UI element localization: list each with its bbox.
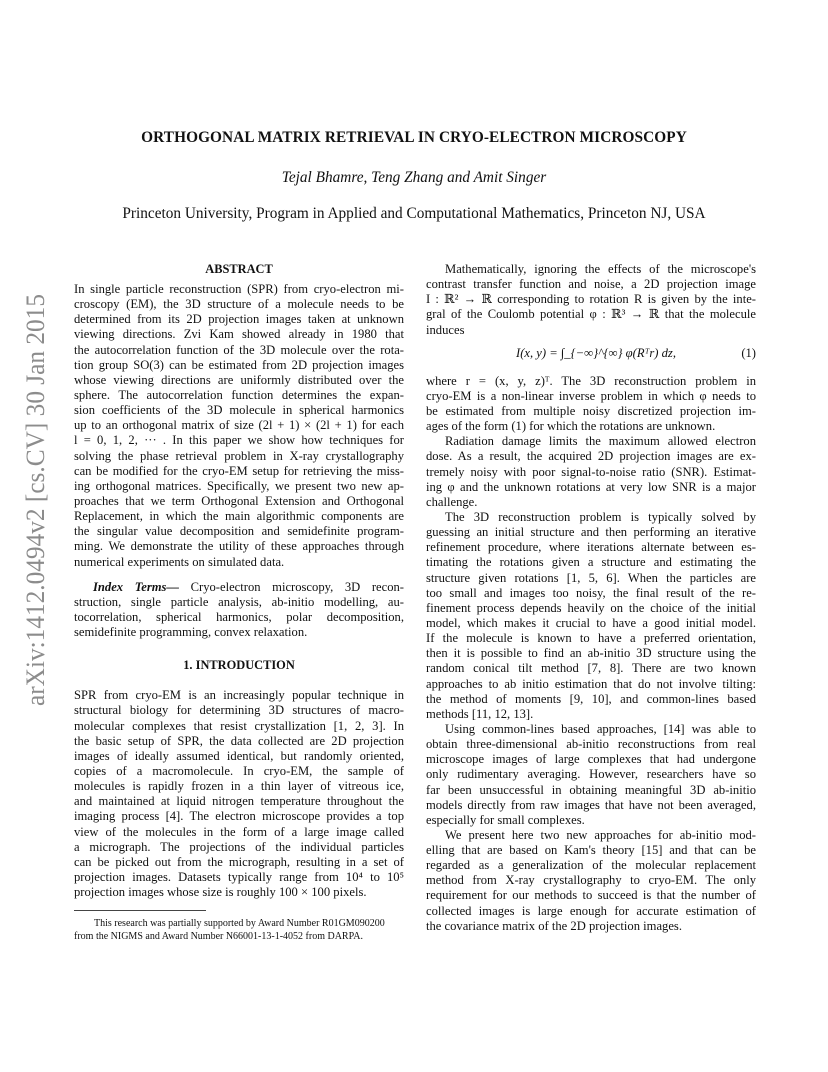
body-line: collected images is large enough for accurate estimation of <box>426 903 756 918</box>
body-line: the covariance matrix of the 2D projection images. <box>426 918 682 933</box>
intro-line: images of ideally assumed identical, but randomly oriented, <box>74 748 404 763</box>
abstract-line: can be modified for the cryo-EM setup for retrieving the miss- <box>74 463 404 478</box>
body-line: dose. As a result, the acquired 2D projection images are ex- <box>426 449 756 464</box>
abstract-line: up to an orthogonal matrix of size (2l + 1) × (2l + 1) for each <box>74 418 404 433</box>
paragraph <box>426 374 756 435</box>
intro-line: the basic setup of SPR, the data collected are 2D projection <box>74 733 404 748</box>
body-line: only rudimentary averaging. However, researchers have so <box>426 767 756 782</box>
abstract-line: croscopy (EM), the 3D structure of a molecule needs to be <box>74 297 404 312</box>
index-terms-line <box>74 580 404 595</box>
abstract-line: solving the phase retrieval problem in X-ray crystallography <box>74 448 404 463</box>
paragraph <box>426 434 756 510</box>
abstract-line: the autocorrelation function of the 3D molecule over the rota- <box>74 342 404 357</box>
intro-line: imaging process [4]. The electron microscope provides a top <box>74 809 404 824</box>
intro-line: view of the molecules in the form of a large image called <box>74 824 404 839</box>
intro-line: molecules is rapidly frozen in a thin layer of vitreous ice, <box>74 779 404 794</box>
body-line: models directly from raw images that have not been averaged, <box>426 797 756 812</box>
index-terms-line: struction, single particle analysis, ab-initio modelling, au- <box>74 594 404 609</box>
body-line: Radiation damage limits the maximum allowed electron <box>445 434 756 449</box>
index-terms-label: Index Terms— <box>93 579 180 594</box>
footnote-rule <box>74 910 206 911</box>
intro-line: and maintained at liquid nitrogen temperature throughout the <box>74 794 404 809</box>
body-line: be estimated from multiple noisy discretized projection im- <box>426 403 756 418</box>
body-line: If the molecule is known to have a preferred orientation, <box>426 631 756 646</box>
body-line: requirement for our methods to succeed is that the number of <box>426 888 756 903</box>
body-line: too small and images too noisy, the final result of the re- <box>426 585 756 600</box>
footnote-line: from the NIGMS and Award Number N66001-13-1-4052 from DARPA. <box>74 931 363 943</box>
body-line: guessing an initial structure and then performing an iterative <box>426 525 756 540</box>
intro-line: can be picked out from the micrograph, resulting in a set of <box>74 854 404 869</box>
index-terms <box>74 580 404 641</box>
body-line: far been unsuccessful in obtaining meaningful 3D ab-initio <box>426 782 756 797</box>
right-column <box>426 262 756 934</box>
body-line: refinement procedure, where iterations alternate between es- <box>426 540 756 555</box>
body-line: structure given rotations [1, 5, 6]. When the particles are <box>426 570 756 585</box>
body-line: Using common-lines based approaches, [14] was able to <box>445 721 756 736</box>
index-terms-text: Cryo-electron microscopy, 3D recon- <box>179 579 404 594</box>
left-column <box>74 262 404 943</box>
paragraph <box>426 828 756 934</box>
footnote-line: This research was partially supported by Award Number R01GM090200 <box>94 918 385 930</box>
body-line: finement process depends heavily on the choice of the initial <box>426 600 756 615</box>
body-line: random conical tilt method [7, 8]. There are two known <box>426 661 756 676</box>
abstract-line: l = 0, 1, 2, ··· . In this paper we show how techniques for <box>74 433 404 448</box>
body-line: I : ℝ² → ℝ corresponding to rotation R is given by the inte- <box>426 292 756 307</box>
body-line: ing φ and the unknown rotations at very low SNR is a major <box>426 479 756 494</box>
paper-authors: Tejal Bhamre, Teng Zhang and Amit Singer <box>281 169 547 186</box>
body-line: methods [11, 12, 13]. <box>426 706 534 721</box>
body-line: especially for small complexes. <box>426 812 585 827</box>
body-line: Mathematically, ignoring the effects of the microscope's <box>445 262 756 276</box>
body-line: timating the rotations given a structure and estimating the <box>426 555 756 570</box>
body-line: The 3D reconstruction problem is typically solved by <box>445 509 756 524</box>
paragraph <box>426 262 756 338</box>
body-line: We present here two new approaches for ab-initio mod- <box>445 827 756 842</box>
intro-line: molecular complexes that resist crystallization [1, 2, 3]. In <box>74 718 404 733</box>
abstract-line: Replacement, in which the main algorithmic components are <box>74 509 404 524</box>
body-line: challenge. <box>426 494 478 509</box>
arxiv-stamp-text: arXiv:1412.0494v2 [cs.CV] 30 Jan 2015 <box>20 290 50 706</box>
index-terms-line: semidefinite programming, convex relaxation. <box>74 625 308 640</box>
body-line: elling that are based on Kam's theory [15] and that can be <box>426 843 756 858</box>
abstract-line: sphere. The autocorrelation function determines the expan- <box>74 387 404 402</box>
abstract-line: whose viewing directions are uniformly distributed over the <box>74 372 404 387</box>
paper-title: ORTHOGONAL MATRIX RETRIEVAL IN CRYO-ELECTRON MICROSCOPY <box>141 129 687 146</box>
intro-line: projection images. Datasets typically range from 10⁴ to 10⁵ <box>74 869 404 884</box>
body-line: regarded as a generalization of the molecular replacement <box>426 858 756 873</box>
intro-line: projection images whose size is roughly 100 × 100 pixels. <box>74 885 367 900</box>
body-line: method from X-ray crystallography to cryo-EM. The only <box>426 873 756 888</box>
body-line: then it is possible to find an ab-initio 3D structure using the <box>426 646 756 661</box>
body-line: the method of moments [9, 10], and common-lines based <box>426 691 756 706</box>
body-line: approaches to ab initio estimation that do not involve tilting: <box>426 676 756 691</box>
body-line: induces <box>426 322 465 337</box>
abstract-line: the singular value decomposition and semidefinite program- <box>74 524 404 539</box>
abstract-line: tion group SO(3) can be estimated from 2D projection images <box>74 357 404 372</box>
body-line: tremely noisy with poor signal-to-noise ratio (SNR). Estimat- <box>426 464 756 479</box>
abstract-line: In single particle reconstruction (SPR) from cryo-electron mi- <box>74 282 404 296</box>
abstract-heading: ABSTRACT <box>205 262 273 276</box>
abstract-line: viewing directions. Zvi Kam showed already in 1980 that <box>74 327 404 342</box>
body-line: where r = (x, y, z)ᵀ. The 3D reconstruction problem in <box>426 373 756 388</box>
equation-1 <box>426 338 756 374</box>
intro-line: SPR from cryo-EM is an increasingly popular technique in <box>74 688 404 703</box>
equation-number: (1) <box>741 345 756 360</box>
abstract-line: ming. We demonstrate the utility of these approaches through <box>74 539 404 554</box>
footnote <box>74 917 404 943</box>
intro-line: copies of a macromolecule. In cryo-EM, the sample of <box>74 763 404 778</box>
body-line: obtain three-dimensional ab-initio reconstructions from real <box>426 737 756 752</box>
abstract-line: sion coefficients of the 3D molecule in spherical harmonics <box>74 403 404 418</box>
body-line: gral of the Coulomb potential φ : ℝ³ → ℝ that the molecule <box>426 307 756 322</box>
intro-line: structural biology for determining 3D structures of macro- <box>74 703 404 718</box>
abstract-body <box>74 282 404 570</box>
paper-affiliation: Princeton University, Program in Applied and Computational Mathematics, Princeton NJ, USA <box>122 205 706 222</box>
equation-expression: I(x, y) = ∫_{−∞}^{∞} φ(Rᵀr) dz, <box>516 345 676 360</box>
paragraph <box>426 510 756 722</box>
abstract-line: numerical experiments on simulated data. <box>74 554 285 569</box>
intro-body <box>74 688 404 900</box>
body-line: ages of the form (1) for which the rotations are unknown. <box>426 419 716 434</box>
intro-heading: 1. INTRODUCTION <box>183 658 295 673</box>
body-line: cryo-EM is a non-linear inverse problem in which φ needs to <box>426 388 756 403</box>
body-line: microscope images of large complexes that had undergone <box>426 752 756 767</box>
arxiv-stamp <box>14 290 56 710</box>
index-terms-line: tocorrelation, spherical harmonics, polar decomposition, <box>74 609 404 624</box>
abstract-line: proaches that we term Orthogonal Extension and Orthogonal <box>74 493 404 508</box>
abstract-line: ing orthogonal matrices. Specifically, we present two new ap- <box>74 478 404 493</box>
body-line: contrast transfer function and noise, a 2D projection image <box>426 277 756 292</box>
abstract-line: determined from its 2D projection images taken at unknown <box>74 312 404 327</box>
intro-line: a micrograph. The projections of the individual particles <box>74 839 404 854</box>
paragraph <box>426 722 756 828</box>
body-line: model, which makes it crucial to have a good initial model. <box>426 615 756 630</box>
